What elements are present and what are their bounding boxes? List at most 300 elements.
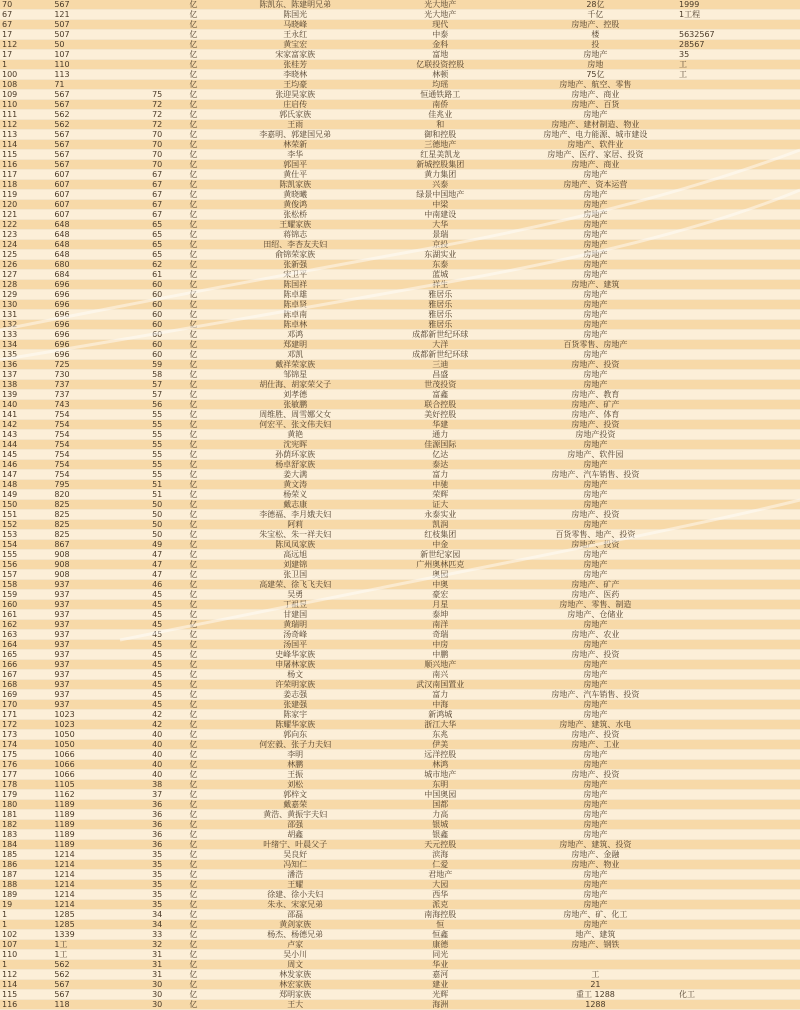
rank-cell: 171: [0, 710, 44, 720]
rank-cell: 112: [0, 120, 44, 130]
name-cell: 黄晓曦: [228, 190, 363, 200]
wealth-value-cell: 67: [127, 190, 187, 200]
wealth-value-cell: 40: [127, 750, 187, 760]
wealth-value-cell: 32: [127, 940, 187, 950]
table-row: [0, 980, 800, 990]
name-cell: 陈卓雄: [228, 290, 363, 300]
industry-cell: 房地产: [518, 480, 673, 490]
unit-cell: 亿: [187, 730, 227, 740]
wealth-value-cell: 57: [127, 390, 187, 400]
extra-cell: [673, 110, 800, 120]
table-row: [0, 990, 800, 1000]
table-row: [0, 140, 800, 150]
table-row: [0, 590, 800, 600]
wealth-rank-cell: 696: [44, 330, 127, 340]
company-cell: 泰坤: [363, 610, 518, 620]
wealth-rank-cell: 1工: [44, 940, 127, 950]
wealth-value-cell: 30: [127, 990, 187, 1000]
extra-cell: [673, 620, 800, 630]
industry-cell: 房地产: [518, 680, 673, 690]
rank-cell: 109: [0, 90, 44, 100]
unit-cell: 亿: [187, 720, 227, 730]
name-cell: 陈国光: [228, 10, 363, 20]
company-cell: 同光: [363, 950, 518, 960]
extra-cell: [673, 740, 800, 750]
rank-cell: 102: [0, 930, 44, 940]
unit-cell: 亿: [187, 650, 227, 660]
rank-cell: 126: [0, 260, 44, 270]
table-row: [0, 60, 800, 70]
unit-cell: 亿: [187, 830, 227, 840]
industry-cell: 房地产: [518, 810, 673, 820]
extra-cell: [673, 210, 800, 220]
wealth-rank-cell: 1214: [44, 890, 127, 900]
name-cell: 邓凯: [228, 350, 363, 360]
wealth-value-cell: 70: [127, 150, 187, 160]
name-cell: 林宏家族: [228, 980, 363, 990]
extra-cell: [673, 360, 800, 370]
rank-cell: 187: [0, 870, 44, 880]
company-cell: 豪宏: [363, 590, 518, 600]
company-cell: 君地产: [363, 870, 518, 880]
wealth-rank-cell: 937: [44, 640, 127, 650]
rank-cell: 112: [0, 40, 44, 50]
table-row: [0, 910, 800, 920]
table-row: [0, 360, 800, 370]
wealth-rank-cell: 937: [44, 610, 127, 620]
table-row: [0, 410, 800, 420]
extra-cell: [673, 200, 800, 210]
industry-cell: 房地产、投资: [518, 420, 673, 430]
name-cell: 甘建国: [228, 610, 363, 620]
table-row: [0, 380, 800, 390]
wealth-value-cell: 40: [127, 740, 187, 750]
company-cell: 富力: [363, 470, 518, 480]
wealth-rank-cell: 1050: [44, 730, 127, 740]
extra-cell: [673, 630, 800, 640]
unit-cell: 亿: [187, 250, 227, 260]
wealth-rank-cell: 754: [44, 460, 127, 470]
industry-cell: 房地产、商业: [518, 90, 673, 100]
table-row: [0, 510, 800, 520]
rank-cell: 110: [0, 100, 44, 110]
table-row: [0, 400, 800, 410]
name-cell: 杨荣义: [228, 490, 363, 500]
name-cell: 潘浩: [228, 870, 363, 880]
industry-cell: 房地产、仓储业: [518, 610, 673, 620]
table-row: [0, 150, 800, 160]
rank-cell: 174: [0, 740, 44, 750]
rank-cell: 134: [0, 340, 44, 350]
table-row: [0, 500, 800, 510]
wealth-rank-cell: 121: [44, 10, 127, 20]
name-cell: 郑建明: [228, 340, 363, 350]
unit-cell: 亿: [187, 940, 227, 950]
unit-cell: 亿: [187, 930, 227, 940]
wealth-value-cell: 38: [127, 780, 187, 790]
wealth-rank-cell: 908: [44, 550, 127, 560]
extra-cell: [673, 350, 800, 360]
wealth-value-cell: 47: [127, 560, 187, 570]
company-cell: 林顿: [363, 70, 518, 80]
name-cell: 杨卓舒家族: [228, 460, 363, 470]
extra-cell: 5632567: [673, 30, 800, 40]
wealth-value-cell: 60: [127, 310, 187, 320]
industry-cell: 房地产: [518, 490, 673, 500]
table-row: [0, 900, 800, 910]
rank-cell: 144: [0, 440, 44, 450]
wealth-rank-cell: 107: [44, 50, 127, 60]
unit-cell: 亿: [187, 410, 227, 420]
company-cell: 华业: [363, 960, 518, 970]
wealth-value-cell: 34: [127, 920, 187, 930]
rank-cell: 117: [0, 170, 44, 180]
name-cell: 王均豪: [228, 80, 363, 90]
rank-cell: 139: [0, 390, 44, 400]
company-cell: 中房: [363, 640, 518, 650]
industry-cell: 房地产: [518, 440, 673, 450]
table-row: [0, 170, 800, 180]
unit-cell: 亿: [187, 350, 227, 360]
rank-cell: 181: [0, 810, 44, 820]
table-row: [0, 130, 800, 140]
table-row: [0, 970, 800, 980]
table-row: [0, 600, 800, 610]
rank-cell: 148: [0, 480, 44, 490]
rank-cell: 1: [0, 60, 44, 70]
wealth-value-cell: 67: [127, 200, 187, 210]
extra-cell: [673, 920, 800, 930]
unit-cell: 亿: [187, 570, 227, 580]
company-cell: 南海控股: [363, 910, 518, 920]
industry-cell: 房地产: [518, 780, 673, 790]
table-row: [0, 800, 800, 810]
wealth-rank-cell: 648: [44, 250, 127, 260]
name-cell: 汤国平: [228, 640, 363, 650]
unit-cell: 亿: [187, 450, 227, 460]
extra-cell: 工: [673, 70, 800, 80]
wealth-value-cell: 65: [127, 250, 187, 260]
rank-cell: 129: [0, 290, 44, 300]
rank-cell: 133: [0, 330, 44, 340]
table-row: [0, 160, 800, 170]
unit-cell: 亿: [187, 800, 227, 810]
company-cell: 伊美: [363, 740, 518, 750]
table-row: [0, 930, 800, 940]
wealth-rank-cell: 1105: [44, 780, 127, 790]
wealth-value-cell: 34: [127, 910, 187, 920]
unit-cell: 亿: [187, 580, 227, 590]
name-cell: 李嘉明、郭建国兄弟: [228, 130, 363, 140]
extra-cell: [673, 760, 800, 770]
company-cell: 中南建设: [363, 210, 518, 220]
extra-cell: [673, 900, 800, 910]
rank-cell: 121: [0, 210, 44, 220]
industry-cell: 房地产: [518, 570, 673, 580]
table-row: [0, 320, 800, 330]
unit-cell: 亿: [187, 630, 227, 640]
wealth-rank-cell: 825: [44, 520, 127, 530]
company-cell: 恒鑫: [363, 930, 518, 940]
industry-cell: 房地产: [518, 220, 673, 230]
industry-cell: 1288: [518, 1000, 673, 1010]
name-cell: 黄仕平: [228, 170, 363, 180]
wealth-value-cell: [127, 30, 187, 40]
extra-cell: [673, 170, 800, 180]
name-cell: 邓鸿: [228, 330, 363, 340]
extra-cell: [673, 400, 800, 410]
industry-cell: 房地产、矿、化工: [518, 910, 673, 920]
table-row: [0, 290, 800, 300]
company-cell: 雅居乐: [363, 300, 518, 310]
table-row: [0, 700, 800, 710]
unit-cell: 亿: [187, 890, 227, 900]
extra-cell: [673, 710, 800, 720]
industry-cell: 房地产: [518, 270, 673, 280]
rank-cell: 141: [0, 410, 44, 420]
company-cell: 祥生: [363, 280, 518, 290]
rank-cell: 111: [0, 110, 44, 120]
company-cell: 嘉河: [363, 970, 518, 980]
industry-cell: 房地产: [518, 670, 673, 680]
unit-cell: 亿: [187, 910, 227, 920]
wealth-value-cell: 60: [127, 290, 187, 300]
company-cell: 成都新世纪环球: [363, 350, 518, 360]
unit-cell: 亿: [187, 400, 227, 410]
rank-cell: 19: [0, 900, 44, 910]
table-row: [0, 460, 800, 470]
company-cell: 东泰: [363, 260, 518, 270]
wealth-rank-cell: 1214: [44, 880, 127, 890]
rank-cell: 168: [0, 680, 44, 690]
name-cell: 高建荣、徐飞飞夫妇: [228, 580, 363, 590]
name-cell: 王耀: [228, 880, 363, 890]
table-row: [0, 720, 800, 730]
extra-cell: [673, 600, 800, 610]
rank-cell: 161: [0, 610, 44, 620]
wealth-value-cell: 35: [127, 890, 187, 900]
table-row: [0, 350, 800, 360]
industry-cell: 房地产: [518, 210, 673, 220]
rank-cell: 179: [0, 790, 44, 800]
company-cell: 中国奥园: [363, 790, 518, 800]
wealth-rank-cell: 607: [44, 180, 127, 190]
company-cell: 新鸿城: [363, 710, 518, 720]
industry-cell: 房地产: [518, 830, 673, 840]
industry-cell: 房地产: [518, 900, 673, 910]
wealth-value-cell: 55: [127, 410, 187, 420]
wealth-rank-cell: 696: [44, 290, 127, 300]
wealth-value-cell: 45: [127, 590, 187, 600]
wealth-rank-cell: 743: [44, 400, 127, 410]
wealth-rank-cell: 50: [44, 40, 127, 50]
company-cell: 滨海: [363, 850, 518, 860]
extra-cell: [673, 660, 800, 670]
unit-cell: 亿: [187, 190, 227, 200]
unit-cell: 亿: [187, 610, 227, 620]
name-cell: 沈宪晖: [228, 440, 363, 450]
rank-cell: 1: [0, 910, 44, 920]
wealth-value-cell: 36: [127, 840, 187, 850]
wealth-rank-cell: 562: [44, 110, 127, 120]
rank-cell: 154: [0, 540, 44, 550]
name-cell: 卢家: [228, 940, 363, 950]
name-cell: 申屠林家族: [228, 660, 363, 670]
name-cell: 冯知仁: [228, 860, 363, 870]
extra-cell: [673, 290, 800, 300]
wealth-value-cell: 55: [127, 440, 187, 450]
extra-cell: [673, 980, 800, 990]
table-row: [0, 210, 800, 220]
rank-cell: 186: [0, 860, 44, 870]
wealth-value-cell: 36: [127, 810, 187, 820]
wealth-value-cell: 35: [127, 860, 187, 870]
wealth-value-cell: 35: [127, 880, 187, 890]
rank-cell: 107: [0, 940, 44, 950]
wealth-rank-cell: 696: [44, 350, 127, 360]
extra-cell: [673, 890, 800, 900]
company-cell: 雅居乐: [363, 290, 518, 300]
wealth-value-cell: 67: [127, 180, 187, 190]
table-row: [0, 870, 800, 880]
rank-cell: 163: [0, 630, 44, 640]
rank-cell: 124: [0, 240, 44, 250]
industry-cell: 房地产: [518, 520, 673, 530]
unit-cell: 亿: [187, 540, 227, 550]
rank-cell: 170: [0, 700, 44, 710]
extra-cell: [673, 840, 800, 850]
company-cell: 黄力集团: [363, 170, 518, 180]
extra-cell: [673, 80, 800, 90]
extra-cell: [673, 860, 800, 870]
industry-cell: 房地产: [518, 300, 673, 310]
name-cell: 郑明家族: [228, 990, 363, 1000]
unit-cell: 亿: [187, 230, 227, 240]
wealth-rank-cell: 737: [44, 390, 127, 400]
company-cell: 西华: [363, 890, 518, 900]
company-cell: 三德地产: [363, 140, 518, 150]
name-cell: 王永红: [228, 30, 363, 40]
rank-cell: 17: [0, 30, 44, 40]
wealth-value-cell: 55: [127, 450, 187, 460]
name-cell: 黄俊鸿: [228, 200, 363, 210]
wealth-rank-cell: 725: [44, 360, 127, 370]
company-cell: 远洋控股: [363, 750, 518, 760]
name-cell: 孙荫环家族: [228, 450, 363, 460]
industry-cell: 房地产、农业: [518, 630, 673, 640]
company-cell: 广州奥林匹克: [363, 560, 518, 570]
extra-cell: [673, 910, 800, 920]
table-row: [0, 450, 800, 460]
industry-cell: [518, 960, 673, 970]
extra-cell: [673, 320, 800, 330]
company-cell: 三迪: [363, 360, 518, 370]
name-cell: 蒋锦志: [228, 230, 363, 240]
rank-cell: 147: [0, 470, 44, 480]
table-row: [0, 440, 800, 450]
table-row: [0, 490, 800, 500]
name-cell: 王雨: [228, 120, 363, 130]
wealth-rank-cell: 867: [44, 540, 127, 550]
wealth-rank-cell: 754: [44, 440, 127, 450]
industry-cell: 房地产、软件园: [518, 450, 673, 460]
unit-cell: 亿: [187, 320, 227, 330]
unit-cell: 亿: [187, 30, 227, 40]
table-row: [0, 480, 800, 490]
extra-cell: [673, 410, 800, 420]
unit-cell: 亿: [187, 810, 227, 820]
company-cell: 新世纪家园: [363, 550, 518, 560]
rank-cell: 172: [0, 720, 44, 730]
company-cell: 奥园: [363, 570, 518, 580]
industry-cell: 房地产、矿产: [518, 580, 673, 590]
unit-cell: 亿: [187, 470, 227, 480]
rank-cell: 150: [0, 500, 44, 510]
extra-cell: [673, 730, 800, 740]
name-cell: 马晓峰: [228, 20, 363, 30]
industry-cell: 房地产: [518, 760, 673, 770]
table-row: [0, 70, 800, 80]
name-cell: 张新强: [228, 260, 363, 270]
wealth-rank-cell: 648: [44, 240, 127, 250]
name-cell: 李明: [228, 750, 363, 760]
extra-cell: 工: [673, 60, 800, 70]
name-cell: 李德福、李月娥夫妇: [228, 510, 363, 520]
name-cell: 陈卓南: [228, 310, 363, 320]
unit-cell: 亿: [187, 290, 227, 300]
wealth-value-cell: [127, 40, 187, 50]
unit-cell: 亿: [187, 300, 227, 310]
extra-cell: [673, 540, 800, 550]
extra-cell: 化工: [673, 990, 800, 1000]
company-cell: 华建: [363, 420, 518, 430]
extra-cell: 1999: [673, 0, 800, 10]
wealth-value-cell: 70: [127, 160, 187, 170]
industry-cell: 房地产: [518, 750, 673, 760]
company-cell: 中泰: [363, 30, 518, 40]
rank-cell: 115: [0, 150, 44, 160]
wealth-value-cell: 72: [127, 100, 187, 110]
name-cell: 陈耀华家族: [228, 720, 363, 730]
unit-cell: 亿: [187, 100, 227, 110]
unit-cell: 亿: [187, 260, 227, 270]
table-row: [0, 740, 800, 750]
wealth-rank-cell: 1工: [44, 950, 127, 960]
table-row: [0, 920, 800, 930]
extra-cell: [673, 220, 800, 230]
wealth-value-cell: 45: [127, 680, 187, 690]
industry-cell: 房地产: [518, 890, 673, 900]
wealth-value-cell: 55: [127, 430, 187, 440]
rank-cell: 158: [0, 580, 44, 590]
wealth-value-cell: 30: [127, 980, 187, 990]
rank-cell: 132: [0, 320, 44, 330]
extra-cell: [673, 470, 800, 480]
company-cell: 海洲: [363, 1000, 518, 1010]
rank-cell: 173: [0, 730, 44, 740]
unit-cell: 亿: [187, 550, 227, 560]
industry-cell: 房地产: [518, 550, 673, 560]
wealth-rank-cell: 567: [44, 150, 127, 160]
wealth-value-cell: 57: [127, 380, 187, 390]
rank-cell: 116: [0, 160, 44, 170]
name-cell: 戴嘉荣: [228, 800, 363, 810]
company-cell: 凯润: [363, 520, 518, 530]
name-cell: 陈凯家族: [228, 180, 363, 190]
unit-cell: 亿: [187, 780, 227, 790]
rank-cell: 112: [0, 970, 44, 980]
wealth-rank-cell: 562: [44, 960, 127, 970]
